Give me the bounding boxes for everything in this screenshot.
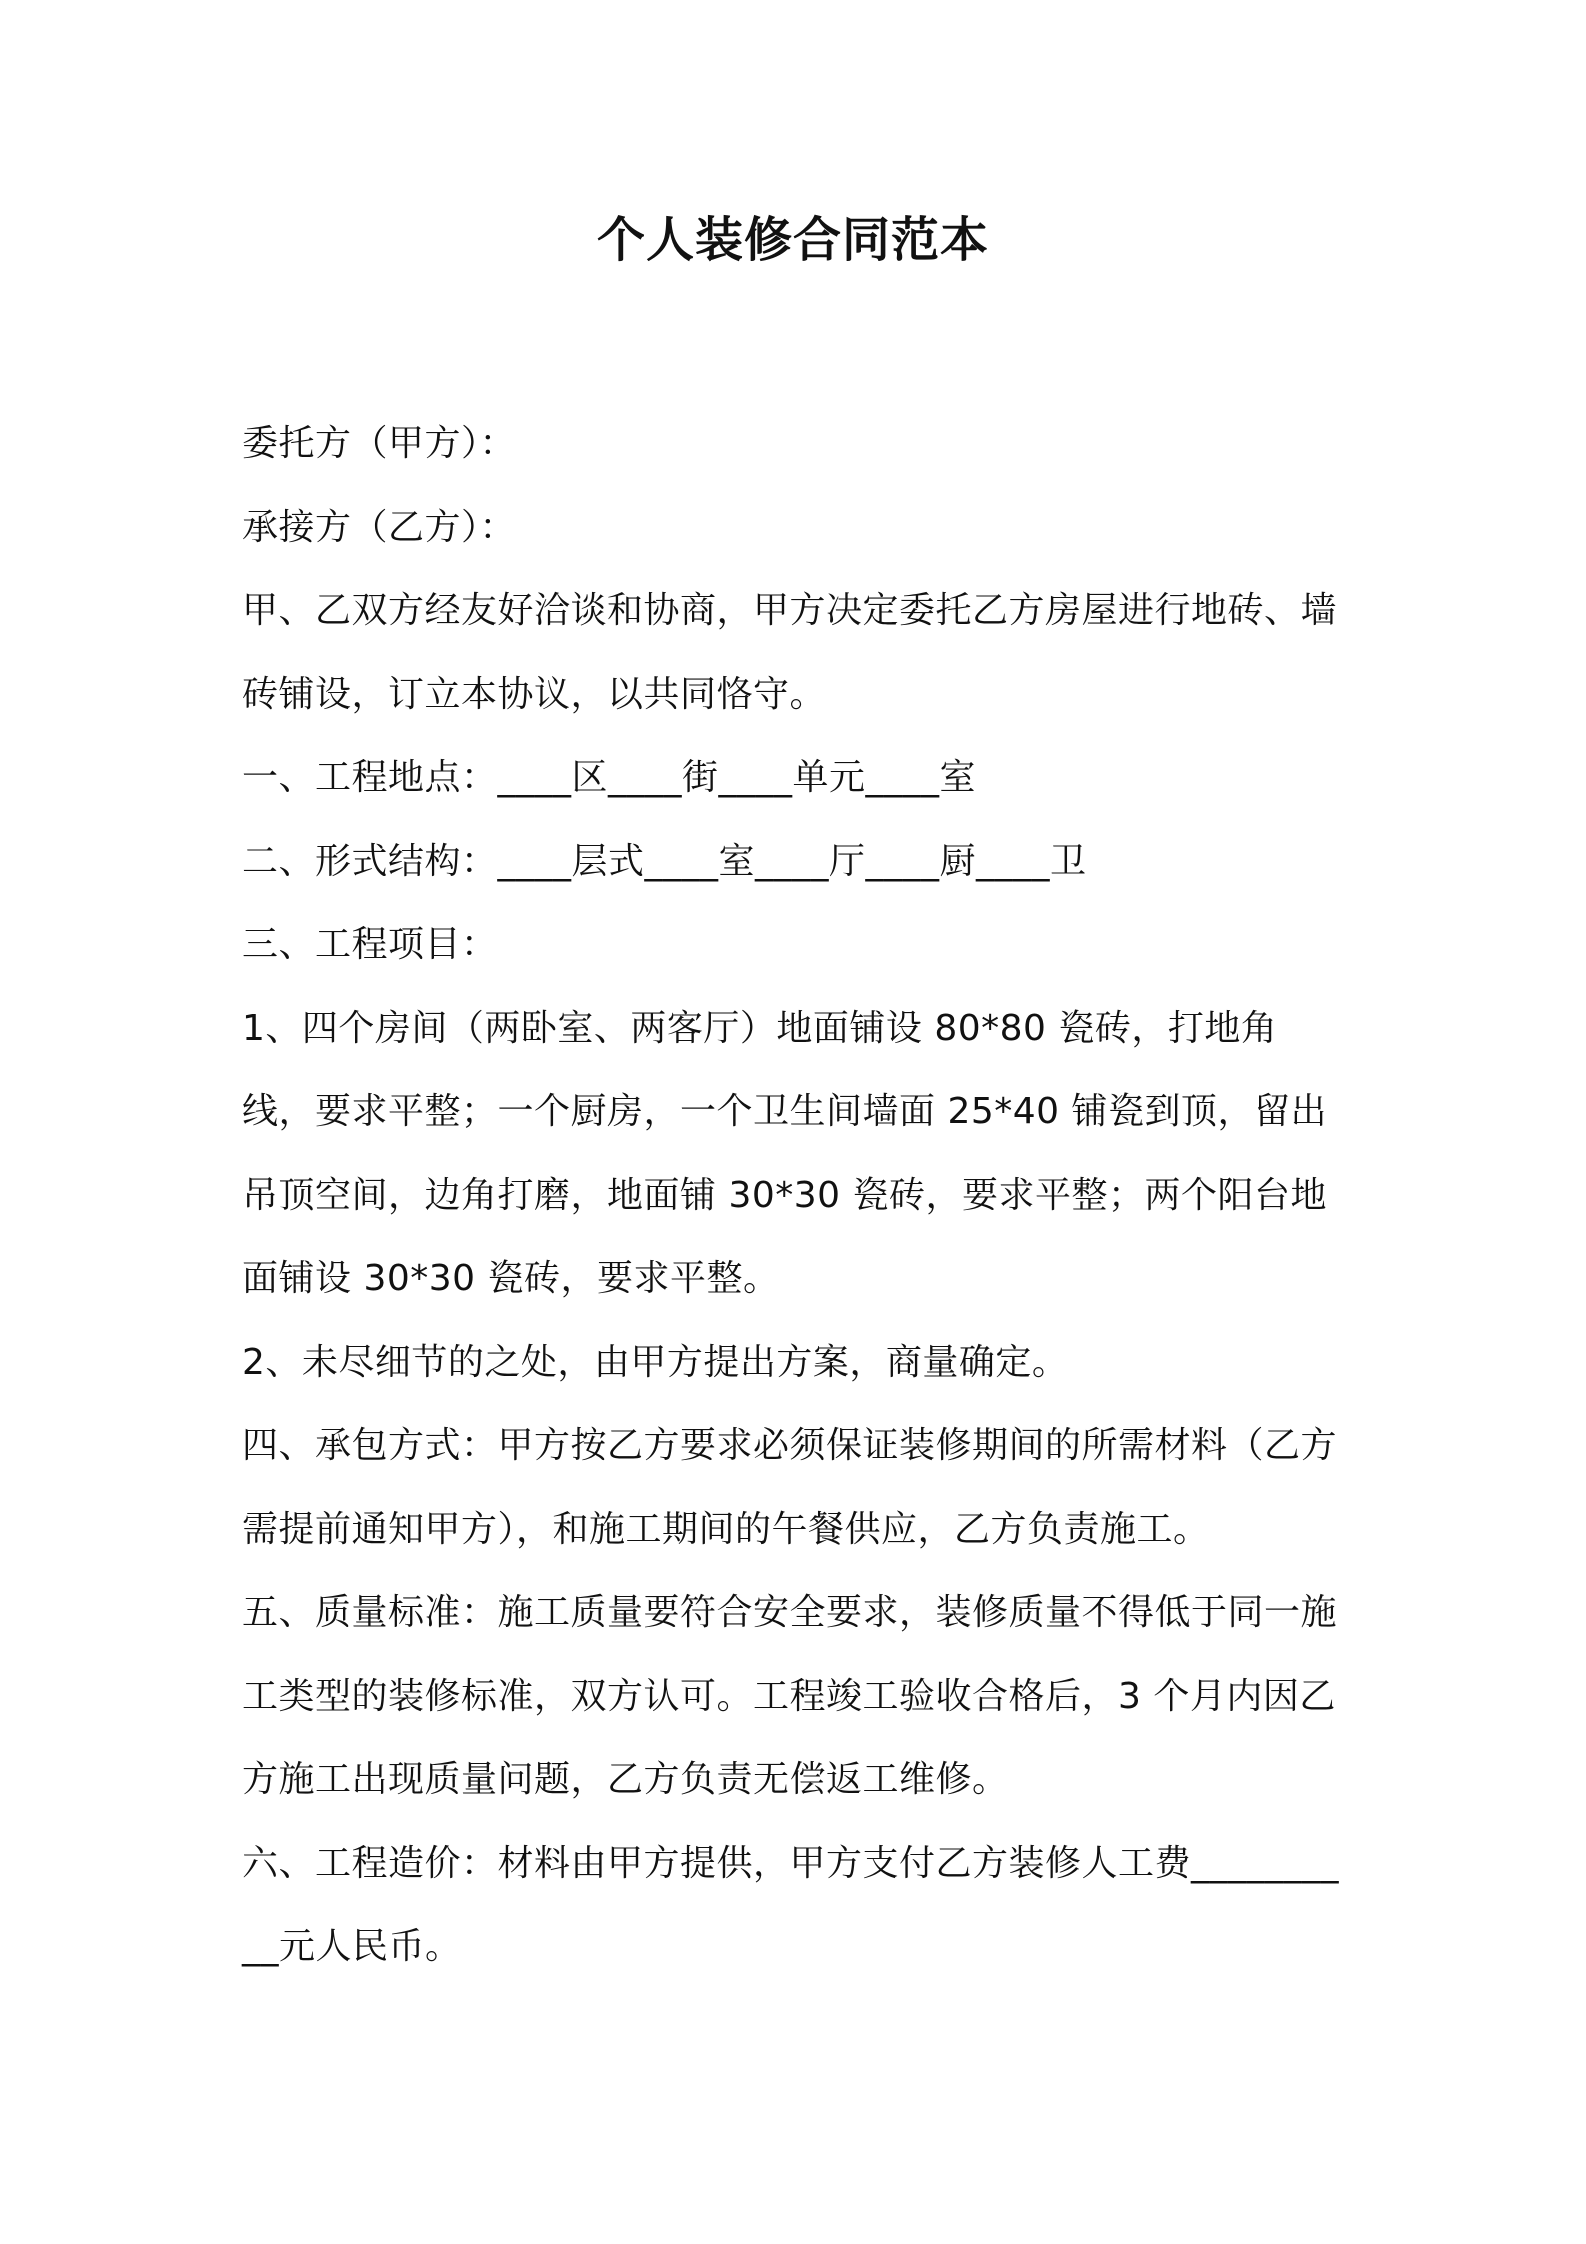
party-b-line: 承接方（乙方）： bbox=[242, 506, 517, 548]
document-title: 个人装修合同范本 bbox=[596, 212, 989, 268]
clause-contract-method: 四、承包方式：甲方按乙方要求必须保证装修期间的所需材料（乙方需提前通知甲方），和施工期间的午餐供应，乙方负责施工。 bbox=[242, 1425, 1338, 1550]
document-body bbox=[242, 402, 1350, 1989]
clause-quality-standard: 五、质量标准：施工质量要符合安全要求，装修质量不得低于同一施工类型的装修标准，双方认可。工程竣工验收合格后，3 个月内因乙方施工出现质量问题，乙方负责无偿返工维修。 bbox=[242, 1592, 1338, 1800]
project-item-1: 1、四个房间（两卧室、两客厅）地面铺设 80*80 瓷砖，打地角线，要求平整；一个厨房，一个卫生间墙面 25*40 铺瓷到顶，留出吊顶空间，边角打磨，地面铺 30*30 瓷砖，要求平整；两个阳台地面铺设 30*30 瓷砖，要求平整。 bbox=[242, 1007, 1328, 1299]
party-a-line: 委托方（甲方）： bbox=[242, 423, 517, 464]
clause-structure: 二、形式结构：____层式____室____厅____厨____卫 bbox=[242, 840, 1087, 882]
clause-location: 一、工程地点：____区____街____单元____室 bbox=[242, 757, 977, 798]
project-item-2: 2、未尽细节的之处，由甲方提出方案，商量确定。 bbox=[242, 1341, 1069, 1383]
intro-paragraph: 甲、乙双方经友好洽谈和协商，甲方决定委托乙方房屋进行地砖、墙砖铺设，订立本协议，以共同恪守。 bbox=[242, 590, 1338, 715]
clause-project-heading: 三、工程项目： bbox=[242, 924, 498, 965]
clause-project-cost: 六、工程造价：材料由甲方提供，甲方支付乙方装修人工费__________元人民币。 bbox=[242, 1842, 1340, 1967]
